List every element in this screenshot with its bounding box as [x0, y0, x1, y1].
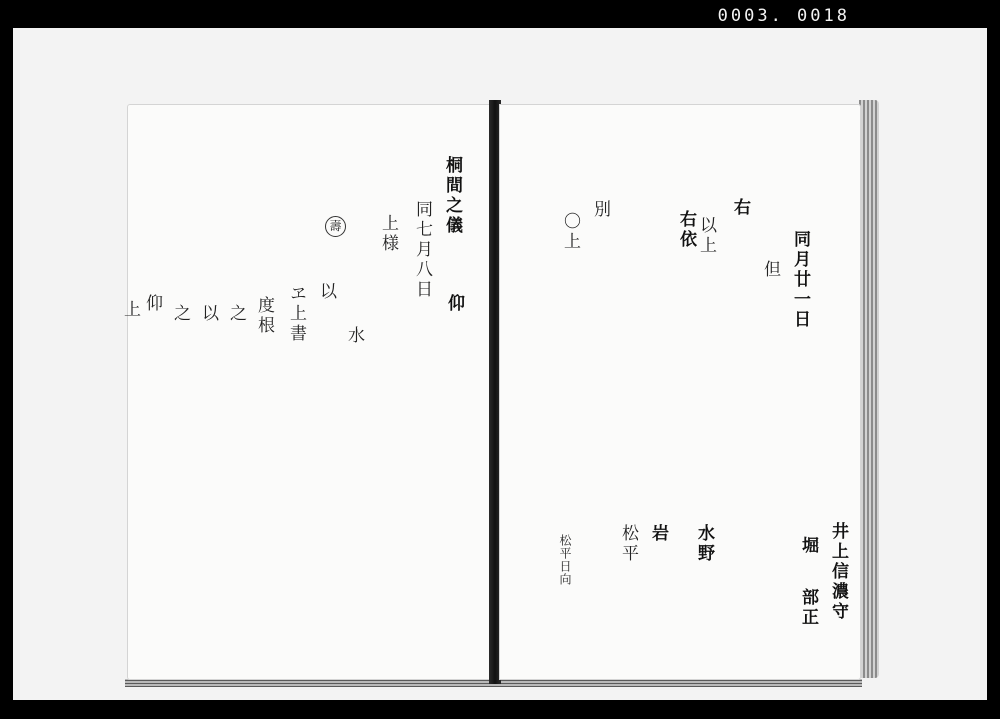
right-col-2: 但: [760, 260, 780, 280]
left-col-6: 水: [344, 326, 364, 346]
left-col-7: ヱ上書: [286, 284, 306, 344]
right-page: [499, 104, 861, 680]
left-page: [120, 104, 491, 680]
left-col-12: 仰: [142, 294, 162, 314]
open-book: [121, 98, 886, 690]
left-col-11: 之: [170, 304, 190, 324]
right-col-14: 部正: [798, 588, 818, 628]
right-col-5: 右依: [676, 210, 696, 250]
right-col-6: 別: [590, 200, 610, 220]
right-col-3: 右: [730, 198, 750, 218]
right-col-10: 松平: [618, 524, 638, 564]
right-col-1: 同月廿一日: [790, 230, 810, 330]
right-col-8: 水野: [694, 524, 714, 564]
left-col-10: 以: [198, 304, 218, 324]
right-col-12: 井上信濃守: [828, 522, 848, 622]
left-col-1: 桐間之儀: [442, 156, 462, 236]
right-col-13: 堀: [798, 536, 818, 556]
film-frame-number: 0003. 0018: [717, 6, 850, 26]
left-col-9: 之: [226, 304, 246, 324]
left-col-13: 上: [120, 300, 140, 320]
microfilm-frame: [13, 28, 987, 700]
left-col-2: 同七月八日: [412, 200, 432, 300]
left-col-5: 以: [316, 282, 336, 302]
right-col-9: 岩: [648, 524, 668, 544]
left-col-4: 仰: [444, 294, 464, 314]
right-col-11: 松平日向: [558, 534, 572, 586]
circled-seal-character: 壽: [325, 216, 346, 237]
right-col-7: 〇上: [560, 212, 580, 252]
left-col-8: 度根: [254, 296, 274, 336]
book-fore-edge: [859, 100, 879, 678]
left-col-3: 上様: [378, 214, 398, 254]
right-col-4: 以上: [696, 216, 716, 256]
